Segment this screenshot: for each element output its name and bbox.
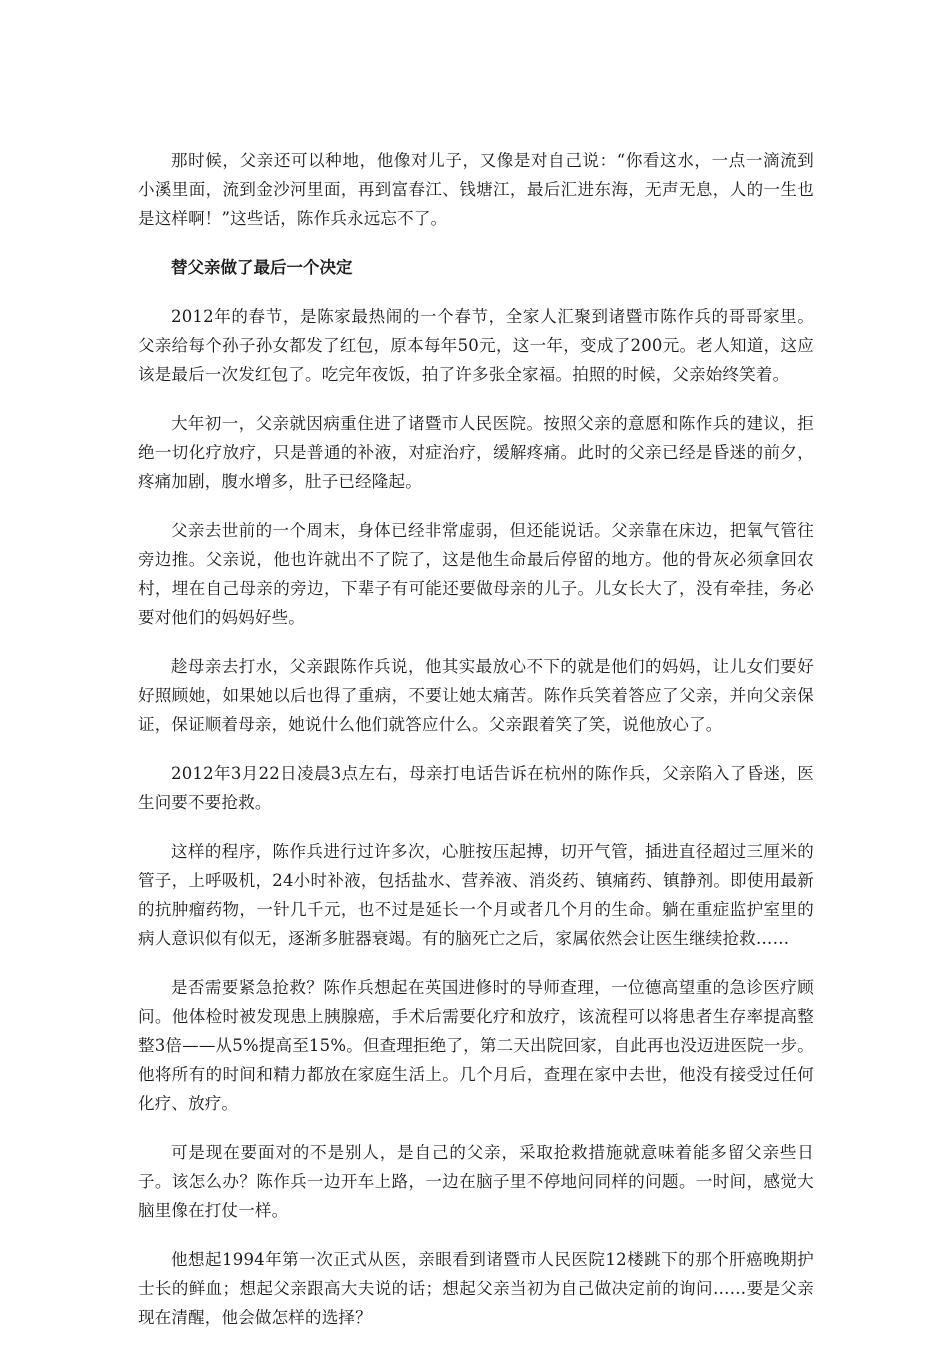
section-heading: 替父亲做了最后一个决定 <box>171 258 353 277</box>
paragraph: 大年初一，父亲就因病重住进了诸暨市人民医院。按照父亲的意愿和陈作兵的建议，拒绝一切化疗放疗，只是普通的补液，对症治疗，缓解疼痛。此时的父亲已经是昏迷的前夕，疼痛加剧，腹水增多，肚子已经隆起。 <box>138 414 814 491</box>
paragraph: 趁母亲去打水，父亲跟陈作兵说，他其实最放心不下的就是他们的妈妈，让儿女们要好好照顾她，如果她以后也得了重病，不要让她太痛苦。陈作兵笑着答应了父亲，并向父亲保证，保证顺着母亲，她说什么他们就答应什么。父亲跟着笑了笑，说他放心了。 <box>138 657 814 734</box>
paragraph: 父亲去世前的一个周末，身体已经非常虚弱，但还能说话。父亲靠在床边，把氧气管往旁边推。父亲说，他也许就出不了院了，这是他生命最后停留的地方。他的骨灰必须拿回农村，埋在自己母亲的旁边，下辈子有可能还要做母亲的儿子。儿女长大了，没有牵挂，务必要对他们的妈妈好些。 <box>138 521 814 627</box>
paragraph: 2012年3月22日凌晨3点左右，母亲打电话告诉在杭州的陈作兵，父亲陷入了昏迷，医生问要不要抢救。 <box>138 764 814 812</box>
paragraph-intro: 那时候，父亲还可以种地，他像对儿子，又像是对自己说：“你看这水，一点一滴流到小溪里面，流到金沙河里面，再到富春江、钱塘江，最后汇进东海，无声无息，人的一生也是这样啊！”这些话，陈作兵永远忘不了。 <box>138 151 814 228</box>
document-page <box>138 146 814 1352</box>
paragraph: 可是现在要面对的不是别人，是自己的父亲，采取抢救措施就意味着能多留父亲些日子。该怎么办？陈作兵一边开车上路，一边在脑子里不停地问同样的问题。一时间，感觉大脑里像在打仗一样。 <box>138 1143 814 1220</box>
paragraph: 2012年的春节，是陈家最热闹的一个春节，全家人汇聚到诸暨市陈作兵的哥哥家里。父亲给每个孙子孙女都发了红包，原本每年50元，这一年，变成了200元。老人知道，这应该是最后一次发红包了。吃完年夜饭，拍了许多张全家福。拍照的时候，父亲始终笑着。 <box>138 307 814 384</box>
paragraph: 他想起1994年第一次正式从医，亲眼看到诸暨市人民医院12楼跳下的那个肝癌晚期护士长的鲜血；想起父亲跟高大夫说的话；想起父亲当初为自己做决定前的询问……要是父亲现在清醒，他会做怎样的选择？ <box>138 1250 814 1327</box>
paragraph: 是否需要紧急抢救？陈作兵想起在英国进修时的导师查理，一位德高望重的急诊医疗顾问。他体检时被发现患上胰腺癌，手术后需要化疗和放疗，该流程可以将患者生存率提高整整3倍——从5%提高至15%。但查理拒绝了，第二天出院回家，自此再也没迈进医院一步。他将所有的时间和精力都放在家庭生活上。几个月后，查理在家中去世，他没有接受过任何化疗、放疗。 <box>138 978 814 1113</box>
paragraph: 这样的程序，陈作兵进行过许多次，心脏按压起搏，切开气管，插进直径超过三厘米的管子，上呼吸机，24小时补液，包括盐水、营养液、消炎药、镇痛药、镇静剂。即使用最新的抗肿瘤药物，一针几千元，也不过是延长一个月或者几个月的生命。躺在重症监护室里的病人意识似有似无，逐渐多脏器衰竭。有的脑死亡之后，家属依然会让医生继续抢救…… <box>138 842 814 948</box>
